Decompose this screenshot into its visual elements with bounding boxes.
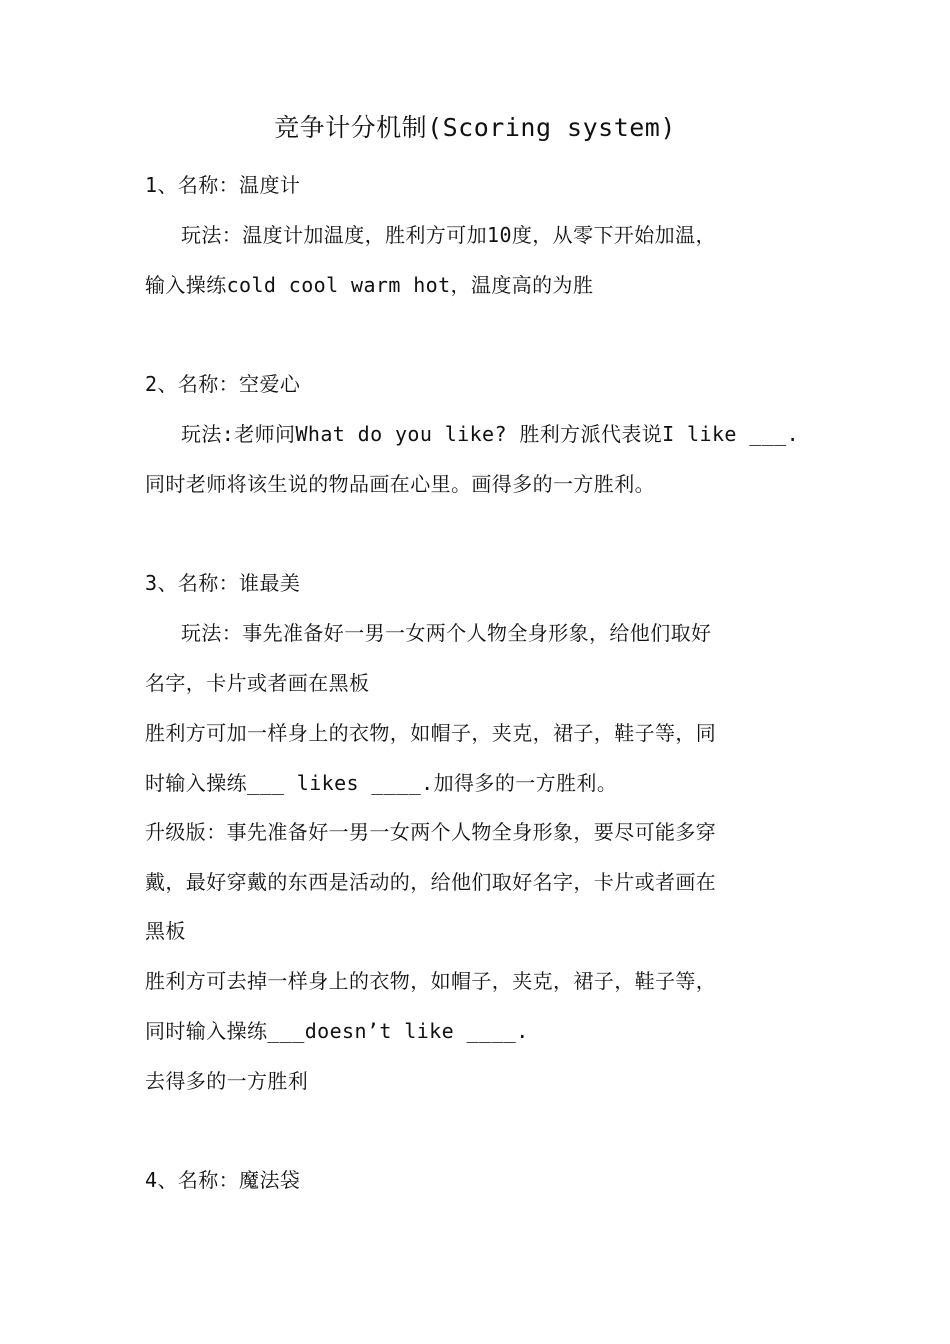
item-3-heading: 3、名称：谁最美 <box>145 571 301 595</box>
item-3-upgrade: 升级版：事先准备好一男一女两个人物全身形象，要尽可能多穿 <box>145 820 717 844</box>
item-3-upgrade-cont-2: 黑板 <box>145 919 186 943</box>
item-2-rules: 玩法:老师问What do you like? 胜利方派代表说I like ___. <box>181 422 800 446</box>
item-3-win-rule-cont: 时输入操练___ likes ____.加得多的一方胜利。 <box>145 771 618 795</box>
item-2-rules-cont: 同时老师将该生说的物品画在心里。画得多的一方胜利。 <box>145 472 655 496</box>
item-1-rules: 玩法：温度计加温度，胜利方可加10度，从零下开始加温， <box>181 223 716 247</box>
item-2-heading: 2、名称：空爱心 <box>145 372 301 396</box>
item-3-remove-rule-cont: 同时输入操练___doesn’t like ____. <box>145 1019 529 1043</box>
item-3-upgrade-cont: 戴，最好穿戴的东西是活动的，给他们取好名字，卡片或者画在 <box>145 870 717 894</box>
item-3-remove-rule: 胜利方可去掉一样身上的衣物，如帽子，夹克，裙子，鞋子等， <box>145 969 717 993</box>
item-1-rules-cont: 输入操练cold cool warm hot，温度高的为胜 <box>145 273 594 297</box>
document-title: 竞争计分机制(Scoring system) <box>274 113 676 142</box>
item-3-rules: 玩法：事先准备好一男一女两个人物全身形象，给他们取好 <box>181 621 712 645</box>
item-1-heading: 1、名称：温度计 <box>145 173 301 197</box>
item-3-rules-cont: 名字，卡片或者画在黑板 <box>145 671 370 695</box>
item-3-remove-result: 去得多的一方胜利 <box>145 1069 309 1093</box>
item-4-heading: 4、名称：魔法袋 <box>145 1168 301 1192</box>
item-3-win-rule: 胜利方可加一样身上的衣物，如帽子，夹克，裙子，鞋子等，同 <box>145 721 717 745</box>
